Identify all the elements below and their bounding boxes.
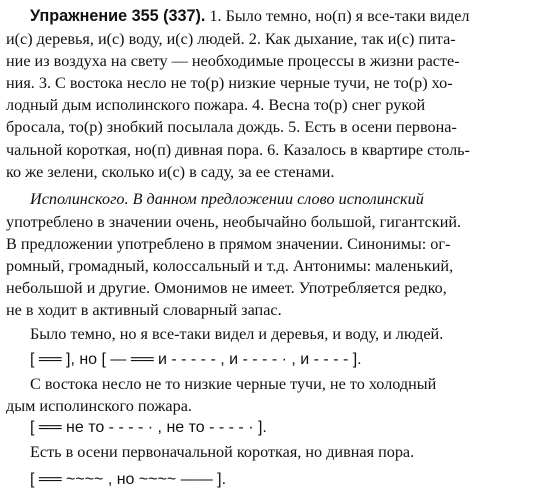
exercise-heading: Упражнение 355 (337). <box>30 7 206 25</box>
exercise-text: 1. Было темно, но(п) я все-таки видел <box>209 7 470 25</box>
note-line-3: В предложении употреблено в прямом значении. Синонимы: ог- <box>6 235 451 253</box>
sentence-2-line-2: дым исполинского пожара. <box>6 397 192 415</box>
note-line-6: не в ходит в активный словарный запас. <box>6 301 282 319</box>
exercise-line-4: ния. 3. С востока несло не то(р) низкие черные тучи, не то(р) хо- <box>6 74 453 92</box>
note-line-1: Исполинского. В данном предложении слово исполинский <box>30 190 424 208</box>
sentence-3-scheme: [ ══ ~~~~ , но ~~~~ —— ]. <box>30 471 227 488</box>
exercise-line-7: чальной короткая, но(п) дивная пора. 6. Казалось в квартире столь- <box>6 141 470 159</box>
note-line-2: употреблено в значении очень, необычайно большой, гигантский. <box>6 213 462 231</box>
sentence-1-scheme: [ ══ ], но [ — ══ и - - - - - , и - - - - · , и - - - - ]. <box>30 351 362 368</box>
sentence-2-line-1: С востока несло не то низкие черные тучи, не то холодный <box>30 375 437 393</box>
exercise-line-2: и(с) деревья, и(с) воду, и(с) людей. 2. Как дыхание, так и(с) пита- <box>6 30 456 48</box>
note-line-5: небольшой и другие. Омонимов не имеет. Употребляется редко, <box>6 279 447 297</box>
exercise-line-1 <box>30 6 469 26</box>
note-line-4: ромный, громадный, колоссальный и т.д. Антонимы: маленький, <box>6 257 454 275</box>
exercise-line-3: ние из воздуха на свету — необходимые процессы в жизни расте- <box>6 52 460 70</box>
exercise-line-6: бросала, то(р) знобкий посылала дождь. 5. Есть в осени первона- <box>6 118 457 136</box>
exercise-line-5: лодный дым исполинского пожара. 4. Весна то(р) снег рукой <box>6 96 426 114</box>
exercise-line-8: ко же зелени, сколько и(с) в саду, за ее стенами. <box>6 163 335 181</box>
sentence-2-scheme: [ ══ не то - - - - · , не то - - - - · ]. <box>30 419 267 436</box>
sentence-3: Есть в осени первоначальной короткая, но дивная пора. <box>30 443 415 461</box>
sentence-1: Было темно, но я все-таки видел и деревья, и воду, и людей. <box>30 325 444 343</box>
